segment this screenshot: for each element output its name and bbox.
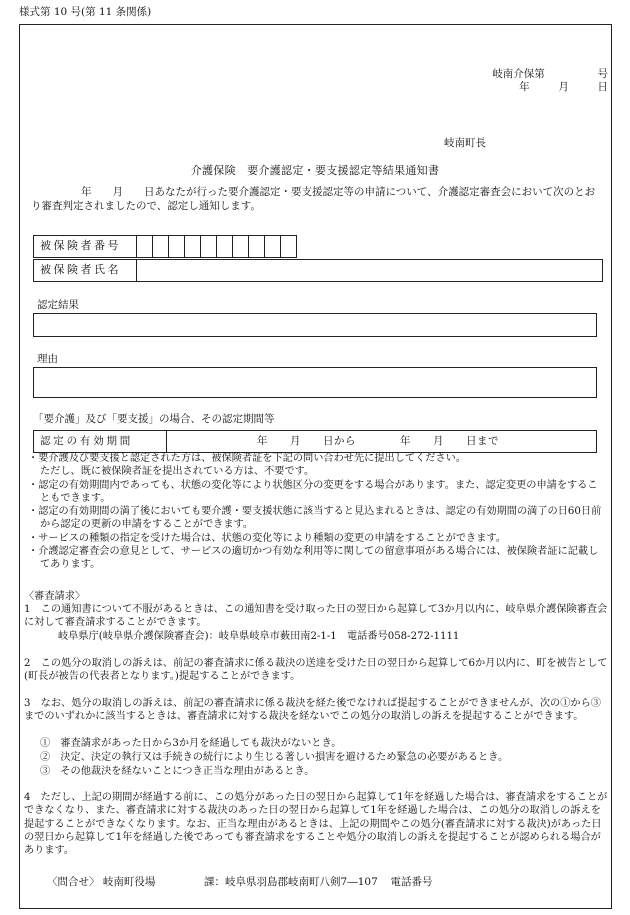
document-number-block bbox=[492, 68, 608, 94]
intro-text: 年 月 日あなたが行った要介護認定・要支援認定等の申請について、介護認定審査会において次のとおり審査判定されましたので、認定し通知します。 bbox=[31, 186, 596, 212]
note-text: ただし、既に被保険者証を提出されている方は、不要です。 bbox=[40, 466, 315, 478]
intro-paragraph bbox=[31, 186, 603, 214]
review-address: 岐阜県庁(岐阜県介護保険審査会)：岐阜県岐阜市薮田南2-1-1 電話番号058-272-1111 bbox=[58, 631, 460, 642]
insured-number-digit[interactable] bbox=[233, 236, 249, 258]
notes-list bbox=[28, 452, 606, 571]
insured-name-label: 被保険者氏名 bbox=[34, 260, 137, 282]
insured-number-digit[interactable] bbox=[217, 236, 233, 258]
period-section-label: 「要介護」及び「要支援」の場合、その認定期間等 bbox=[33, 413, 275, 425]
date-month: 月 bbox=[558, 81, 569, 94]
review-paragraph-4: 4 ただし、上記の期間が経過する前に、この処分があった日の翌日から起算して1年を経過した場合は、審査請求をすることができなくなり、また、審査請求に対する裁決のあった日の翌日から起算して1年を経過した場合は、この処分の取消しの訴えを提起することができなくなります。なお、正当な理由があるときは、上記の期間やこの処分(審査請求に対する裁決)があった日の翌日から起算して1年を経過した後であっても審査請求をすることや処分の取消しの訴えを提起することが認められる場合があります。 bbox=[24, 792, 608, 856]
reason-label: 理由 bbox=[37, 353, 58, 365]
review-item-2: ② 決定、決定の執行又は手続きの続行により生じる著しい損害を避けるため緊急の必要があるとき。 bbox=[40, 752, 509, 763]
insured-info-table bbox=[33, 235, 297, 258]
form-label: 様式第 10 号(第 11 条関係) bbox=[19, 6, 152, 18]
issuer-name: 岐南町長 bbox=[444, 137, 486, 149]
spacer bbox=[297, 236, 298, 258]
note-item: ・ 認定の有効期間の満了後においても要介護・要支援状態に該当すると見込まれるときは、認定の有効期間の満了の日60日前から認定の更新の申請をすることができます。 bbox=[28, 505, 606, 532]
contact-phone-label: 電話番号 bbox=[390, 876, 433, 888]
contact-office: 岐南町役場 bbox=[102, 876, 156, 888]
insured-number-digit[interactable] bbox=[281, 236, 297, 258]
review-paragraph-1: 1 この通知書について不服があるときは、この通知書を受け取った日の翌日から起算して3か月以内に、岐阜県介護保険審査会に対して審査請求することができます。 bbox=[24, 604, 608, 629]
validity-value[interactable]: 年 月 日から 年 月 日まで bbox=[167, 431, 597, 453]
insured-number-digit[interactable] bbox=[201, 236, 217, 258]
result-field[interactable] bbox=[33, 313, 597, 337]
date-year: 年 bbox=[519, 81, 530, 94]
note-item: ・ 要介護及び要支援と認定された方は、被保険者証を下記の問い合わせ先に提出してください。 bbox=[28, 452, 606, 465]
reason-field[interactable] bbox=[33, 367, 597, 398]
note-item: ・ 介護認定審査会の意見として、サービスの適切かつ有効な利用等に関しての留意事項がある場合には、被保険者証に記載してあります。 bbox=[28, 545, 606, 572]
note-item: ・ 認定の有効期間内であっても、状態の変化等により状態区分の変更をする場合があります。また、認定変更の申請をすることもできます。 bbox=[28, 479, 606, 506]
insured-name-table bbox=[33, 259, 603, 282]
insured-number-digit[interactable] bbox=[137, 236, 153, 258]
review-paragraph-2: 2 この処分の取消しの訴えは、前記の審査請求に係る裁決の送達を受けた日の翌日から起算して6か月以内に、町を被告として(町長が被告の代表者となります。)提起することができます。 bbox=[24, 658, 608, 683]
insured-number-digit[interactable] bbox=[249, 236, 265, 258]
insured-number-digit[interactable] bbox=[153, 236, 169, 258]
insured-number-label: 被保険者番号 bbox=[34, 236, 137, 258]
document-title: 介護保険 要介護認定・要支援認定等結果通知書 bbox=[190, 164, 440, 177]
insured-number-digit[interactable] bbox=[265, 236, 281, 258]
doc-number-suffix: 号 bbox=[597, 68, 608, 80]
date-day: 日 bbox=[597, 81, 608, 94]
doc-number-prefix: 岐南介保第 bbox=[492, 68, 545, 80]
contact-footer bbox=[47, 876, 432, 890]
review-paragraph-3: 3 なお、処分の取消しの訴えは、前記の審査請求に係る裁決を経た後でなければ提起することができませんが、次の①から③までのいずれかに該当するときは、審査請求に対する裁決を経ないでこの処分の取消しの訴えを提起することができます。 bbox=[24, 698, 601, 723]
review-heading: 〈審査請求〉 bbox=[24, 591, 86, 602]
note-item: ・ サービスの種類の指定を受けた場合は、状態の変化等により種類の変更の申請をすることができます。 bbox=[28, 532, 606, 545]
validity-table bbox=[33, 430, 597, 453]
review-item-1: ① 審査請求があった日から3か月を経過しても裁決がないとき。 bbox=[40, 738, 342, 749]
insured-number-digit[interactable] bbox=[169, 236, 185, 258]
insured-number-digit[interactable] bbox=[185, 236, 201, 258]
review-item-3: ③ その他裁決を経ないことにつき正当な理由があるとき。 bbox=[40, 766, 315, 777]
contact-department: 課：岐阜県羽島郡岐南町八剣7―107 bbox=[204, 876, 378, 888]
validity-label: 認定の有効期間 bbox=[34, 431, 167, 453]
insured-name-field[interactable] bbox=[137, 260, 603, 282]
contact-label: 〈問合せ〉 bbox=[47, 876, 100, 888]
note-item bbox=[28, 465, 606, 478]
result-label: 認定結果 bbox=[37, 299, 79, 311]
